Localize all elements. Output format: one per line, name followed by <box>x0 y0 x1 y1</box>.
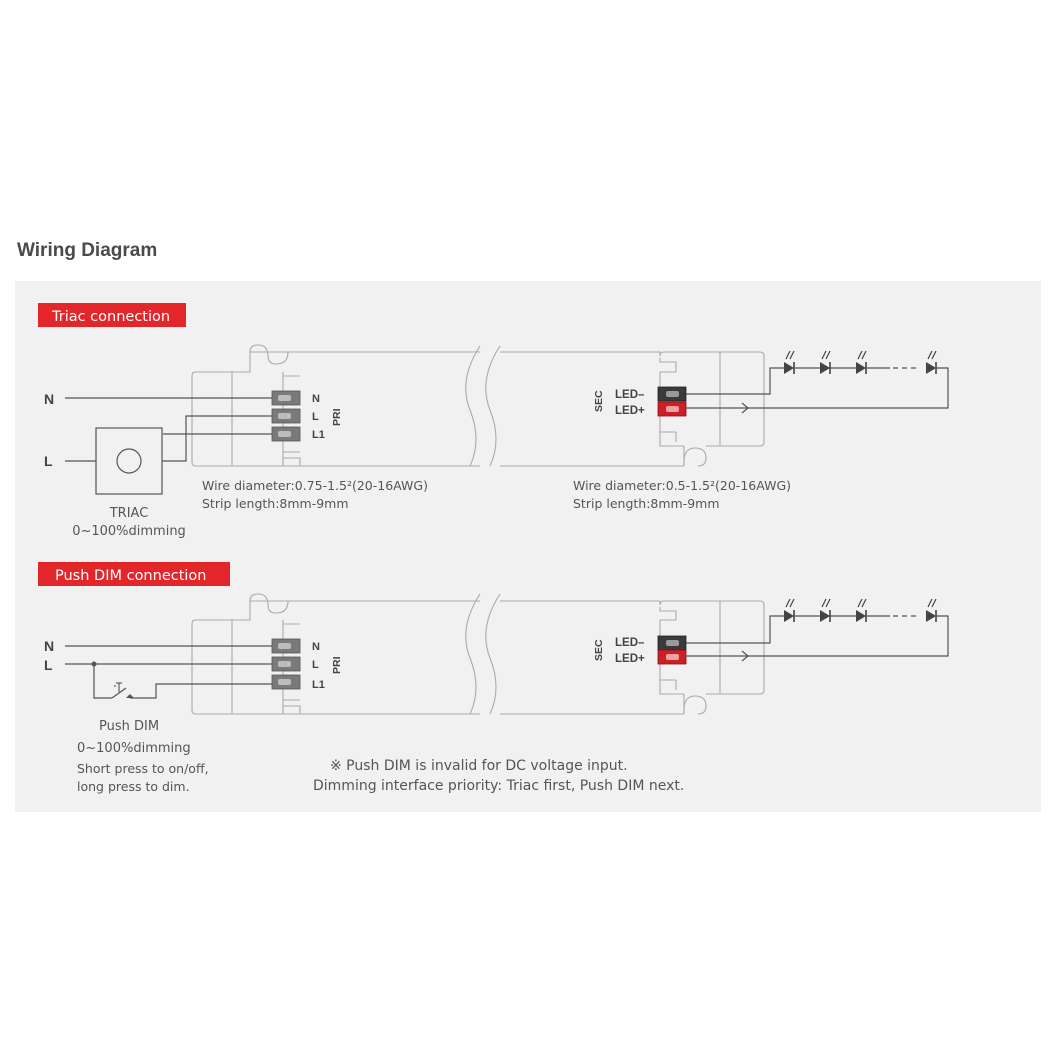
triac-section <box>38 303 948 539</box>
triac-sec-strip-length: Strip length:8mm-9mm <box>573 496 720 511</box>
pushdim-led-minus-label: LED– <box>615 637 645 649</box>
pushdim-switch-contact <box>126 694 134 698</box>
led-icon <box>856 351 866 374</box>
pushdim-section <box>38 562 948 794</box>
pushdim-pri-terminal-block <box>272 639 300 689</box>
pushdim-pri-terminal-l: L <box>312 659 319 671</box>
pushdim-input-wires <box>65 646 276 698</box>
led-icon <box>784 351 794 374</box>
triac-pri-terminal-l1: L1 <box>312 429 325 441</box>
triac-led-string <box>784 351 936 374</box>
triac-led-wiring <box>686 368 948 413</box>
triac-input-l: L <box>44 453 53 469</box>
triac-device-note: 0~100%dimming <box>72 524 186 539</box>
pushdim-device-label: Push DIM <box>99 719 160 734</box>
pushdim-device-note3: long press to dim. <box>77 779 190 794</box>
pushdim-pri-label: PRI <box>331 656 343 674</box>
led-icon <box>784 599 794 622</box>
triac-device-label: TRIAC <box>109 506 149 521</box>
triac-sec-wire-diameter: Wire diameter:0.5-1.5²(20-16AWG) <box>573 478 792 493</box>
triac-tag-label: Triac connection <box>52 309 171 325</box>
triac-pri-wire-diameter: Wire diameter:0.75-1.5²(20-16AWG) <box>202 478 428 493</box>
led-icon <box>820 351 830 374</box>
pushdim-device-note: 0~100%dimming <box>77 741 191 756</box>
pushdim-junction <box>92 662 97 667</box>
triac-pri-terminal-n: N <box>312 393 320 405</box>
pushdim-switch-icon <box>114 683 122 692</box>
triac-pri-terminal-l: L <box>312 411 319 423</box>
triac-led-plus-terminal <box>658 402 686 416</box>
triac-pri-label: PRI <box>331 408 343 426</box>
page-title: Wiring Diagram <box>17 240 158 261</box>
triac-device <box>96 428 162 494</box>
pushdim-led-plus-label: LED+ <box>615 653 645 665</box>
pushdim-note2: Dimming interface priority: Triac first, Push DIM next. <box>313 778 685 794</box>
pushdim-input-n: N <box>44 638 55 654</box>
pushdim-input-l: L <box>44 657 53 673</box>
pushdim-led-minus-terminal <box>658 636 686 650</box>
led-icon <box>926 599 936 622</box>
triac-led-minus-label: LED– <box>615 389 645 401</box>
pushdim-sec-label: SEC <box>593 639 605 661</box>
pushdim-led-wiring <box>686 616 948 661</box>
pushdim-note1: ※ Push DIM is invalid for DC voltage input. <box>330 758 628 774</box>
led-icon <box>926 351 936 374</box>
triac-led-minus-terminal <box>658 387 686 401</box>
triac-pri-terminal-block <box>272 391 300 441</box>
triac-pri-strip-length: Strip length:8mm-9mm <box>202 496 349 511</box>
triac-led-plus-label: LED+ <box>615 405 645 417</box>
pushdim-led-plus-terminal <box>658 650 686 664</box>
pushdim-led-string <box>784 599 936 622</box>
pushdim-pri-terminal-l1: L1 <box>312 679 325 691</box>
led-icon <box>820 599 830 622</box>
pushdim-pri-terminal-n: N <box>312 641 320 653</box>
pushdim-device-note2: Short press to on/off, <box>77 761 209 776</box>
triac-input-n: N <box>44 391 55 407</box>
led-icon <box>856 599 866 622</box>
pushdim-tag-label: Push DIM connection <box>55 568 207 584</box>
triac-sec-label: SEC <box>593 390 605 412</box>
